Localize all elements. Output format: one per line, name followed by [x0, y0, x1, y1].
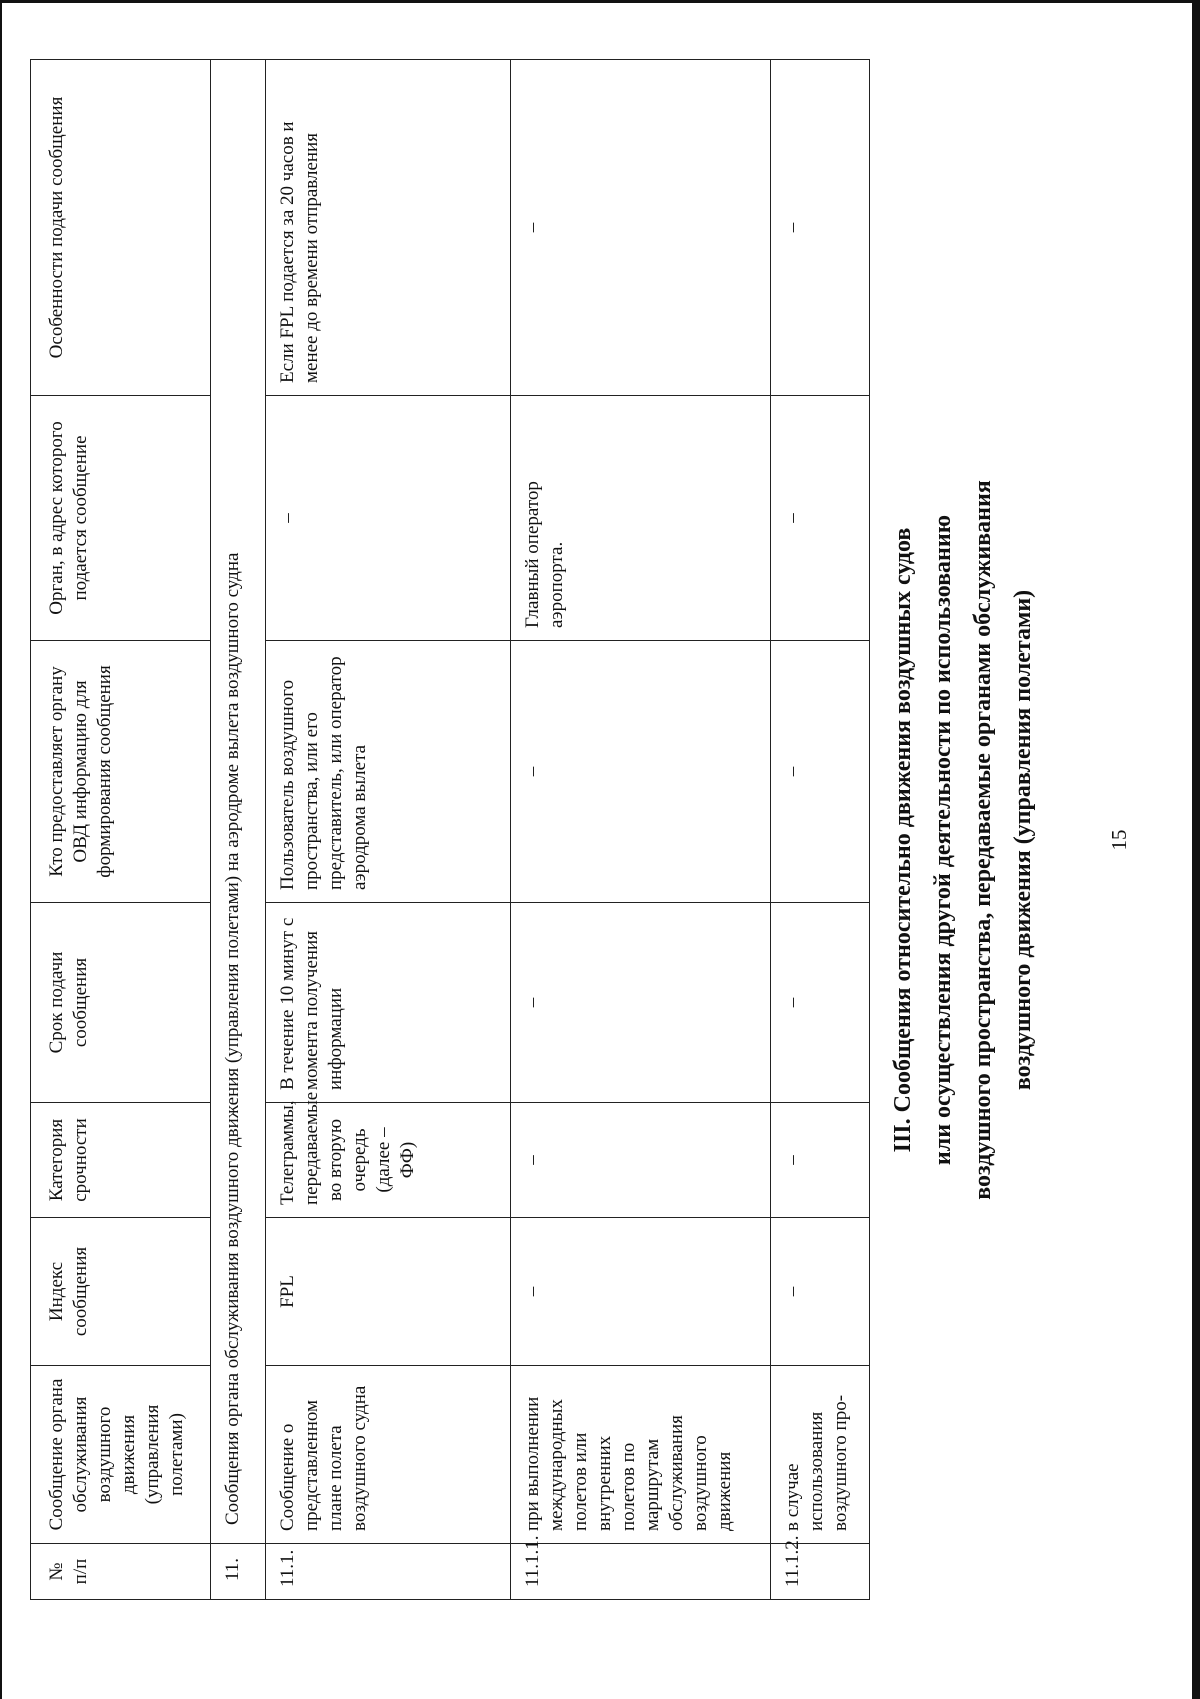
row-category: Телеграммы, передаваемые во вторую очередь (далее – ФФ)	[266, 1103, 511, 1218]
row-features: –	[511, 60, 771, 396]
row-index: –	[511, 1218, 771, 1366]
row-category: –	[511, 1103, 771, 1218]
row-provider: –	[511, 641, 771, 903]
row-index: FPL	[266, 1218, 511, 1366]
title-line: или осуществления другой деятельности по использованию	[930, 514, 956, 1166]
row-deadline: –	[770, 903, 869, 1103]
row-provider: –	[770, 641, 869, 903]
title-line: воздушного пространства, передаваемые органами обслуживания	[970, 480, 996, 1200]
table-row	[770, 60, 869, 1600]
row-num: 11.1.2.	[770, 1544, 869, 1600]
header-message: Сообщение органа обслуживания воздушного движения (управления полетами)	[31, 1366, 211, 1544]
scan-edge-left	[0, 0, 2, 1699]
section-title	[883, 40, 1043, 1640]
row-message: в случае использования воздушного про-	[770, 1366, 869, 1544]
title-line: воздушного движения (управления полетами)	[1010, 589, 1036, 1091]
section-row	[210, 60, 265, 1600]
row-deadline: В течение 10 минут с момента получения информации	[266, 903, 511, 1103]
section-num: 11.	[210, 1544, 265, 1600]
row-message: при выполнении международных полетов или внутренних полетов по маршрутам обслуживания воздушного движения	[511, 1366, 771, 1544]
row-recipient: –	[770, 396, 869, 641]
row-message: Сообщение о представленном плане полета воздушного судна	[266, 1366, 511, 1544]
title-line: III. Сообщения относительно движения воздушных судов	[890, 527, 916, 1153]
row-recipient: Главный оператор аэропорта.	[511, 396, 771, 641]
table-row	[511, 60, 771, 1600]
row-features: –	[770, 60, 869, 396]
header-features: Особенности подачи сообщения	[31, 60, 211, 396]
messages-table	[30, 59, 870, 1600]
row-category: –	[770, 1103, 869, 1218]
header-index: Индекс сообщения	[31, 1218, 211, 1366]
page-number: 15	[1107, 829, 1131, 851]
header-num: № п/п	[31, 1544, 211, 1600]
section-text: Сообщения органа обслуживания воздушного движения (управления полетами) на аэродроме вылета воздушного судна	[210, 60, 265, 1544]
row-num: 11.1.1.	[511, 1544, 771, 1600]
row-num: 11.1.	[266, 1544, 511, 1600]
row-deadline: –	[511, 903, 771, 1103]
row-recipient: –	[266, 396, 511, 641]
row-provider: Пользователь воздушного пространства, или его представитель, или оператор аэродрома вылета	[266, 641, 511, 903]
table-row	[266, 60, 511, 1600]
rotated-page	[30, 40, 1170, 1640]
row-features: Если FPL подается за 20 часов и менее до времени отправления	[266, 60, 511, 396]
header-row	[31, 60, 211, 1600]
header-recipient: Орган, в адрес которого подается сообщение	[31, 396, 211, 641]
header-category: Категория срочности	[31, 1103, 211, 1218]
row-index: –	[770, 1218, 869, 1366]
scan-edge-right	[1192, 0, 1200, 1699]
header-provider: Кто предоставляет органу ОВД информацию для формирования сообщения	[31, 641, 211, 903]
scan-edge-top	[0, 0, 1200, 3]
header-deadline: Срок подачи сообщения	[31, 903, 211, 1103]
